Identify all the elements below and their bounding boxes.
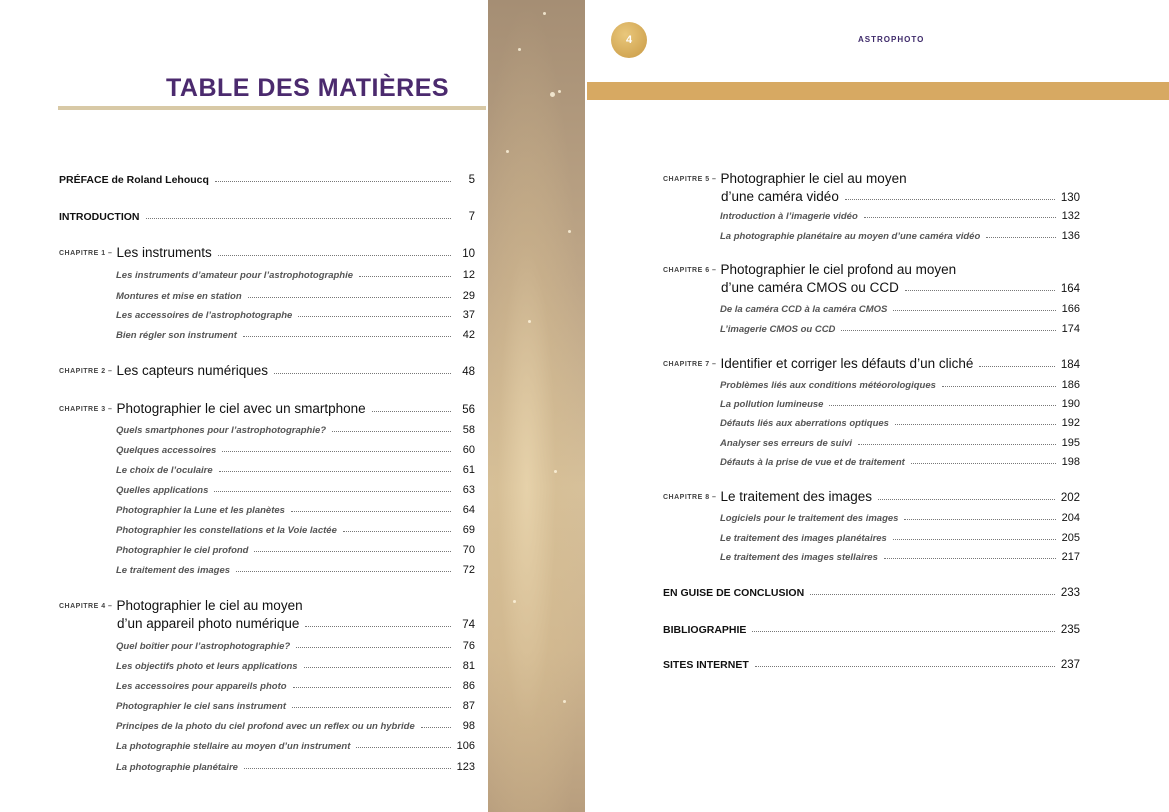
- running-head: ASTROPHOTO: [858, 35, 925, 44]
- chapter-number: CHAPITRE 7 –: [663, 361, 717, 368]
- toc-chapter-1[interactable]: [59, 242, 475, 260]
- leader-dots: [905, 290, 1055, 291]
- toc-page: 195: [1061, 437, 1080, 449]
- leader-dots: [893, 310, 1055, 311]
- chapter-title-continued: d’une caméra CMOS ou CCD: [721, 280, 899, 295]
- chapter-title: Photographier le ciel au moyen: [116, 598, 303, 613]
- toc-label: Montures et mise en station: [116, 291, 242, 302]
- leader-dots: [274, 373, 451, 374]
- leader-dots: [359, 276, 451, 277]
- chapter-number: CHAPITRE 6 –: [663, 267, 717, 274]
- toc-subentry[interactable]: [116, 498, 475, 516]
- toc-subentry[interactable]: [720, 224, 1080, 242]
- leader-dots: [979, 366, 1054, 367]
- star-speck: [543, 12, 546, 15]
- toc-page: 72: [462, 564, 475, 576]
- star-speck: [568, 230, 571, 233]
- title-underline: [58, 106, 486, 110]
- toc-label: Les objectifs photo et leurs applications: [116, 661, 298, 672]
- toc-label: Quelles applications: [116, 485, 209, 496]
- toc-label: Analyser ses erreurs de suivi: [720, 438, 853, 449]
- leader-dots: [243, 336, 451, 337]
- toc-page: 60: [462, 444, 475, 456]
- chapter-title: Les capteurs numériques: [116, 363, 269, 378]
- toc-subentry[interactable]: [720, 373, 1080, 391]
- toc-page: 130: [1060, 192, 1080, 204]
- leader-dots: [864, 217, 1056, 218]
- chapter-title: Les instruments: [116, 245, 212, 260]
- leader-dots: [293, 687, 451, 688]
- leader-dots: [304, 667, 451, 668]
- leader-dots: [296, 647, 451, 648]
- star-speck: [518, 48, 521, 51]
- toc-page: 76: [462, 640, 475, 652]
- leader-dots: [343, 531, 451, 532]
- toc-subentry[interactable]: [116, 263, 475, 281]
- toc-subentry[interactable]: [116, 654, 475, 672]
- leader-dots: [214, 491, 451, 492]
- toc-label: Les accessoires de l’astrophotographe: [116, 310, 293, 321]
- chapter-number: CHAPITRE 4 –: [59, 603, 113, 610]
- leader-dots: [752, 631, 1054, 632]
- toc-page: 190: [1061, 398, 1080, 410]
- toc-subentry[interactable]: [720, 450, 1080, 468]
- toc-subentry[interactable]: [720, 411, 1080, 429]
- leader-dots: [218, 255, 451, 256]
- toc-label: Défauts à la prise de vue et de traitement: [720, 457, 905, 468]
- toc-entry-bibliographie[interactable]: [663, 618, 1080, 636]
- toc-page: 106: [456, 740, 475, 752]
- leader-dots: [219, 471, 451, 472]
- toc-subentry[interactable]: [116, 323, 475, 341]
- toc-page: 235: [1060, 624, 1080, 636]
- toc-entry-introduction[interactable]: [59, 205, 475, 223]
- leader-dots: [858, 444, 1056, 445]
- leader-dots: [146, 218, 452, 219]
- leader-dots: [236, 571, 451, 572]
- toc-page: 233: [1060, 587, 1080, 599]
- toc-label: SITES INTERNET: [663, 659, 749, 671]
- chapter-number: CHAPITRE 3 –: [59, 406, 113, 413]
- toc-subentry[interactable]: [116, 418, 475, 436]
- toc-subentry[interactable]: [116, 538, 475, 556]
- toc-page: 7: [468, 211, 475, 223]
- toc-subentry[interactable]: [116, 714, 475, 732]
- chapter-title: Le traitement des images: [720, 489, 873, 504]
- toc-label: Principes de la photo du ciel profond avec un reflex ou un hybride: [116, 721, 415, 732]
- leader-dots: [911, 463, 1056, 464]
- star-speck: [528, 320, 531, 323]
- leader-dots: [878, 499, 1055, 500]
- toc-subentry[interactable]: [116, 734, 475, 752]
- toc-label: Photographier le ciel profond: [116, 545, 249, 556]
- leader-dots: [298, 316, 451, 317]
- leader-dots: [215, 181, 451, 182]
- toc-label: Quels smartphones pour l’astrophotographie?: [116, 425, 327, 436]
- leader-dots: [305, 626, 451, 627]
- decorative-gold-band: [587, 82, 1169, 100]
- toc-page: 205: [1061, 532, 1080, 544]
- toc-label: Introduction à l’imagerie vidéo: [720, 211, 858, 222]
- leader-dots: [248, 297, 451, 298]
- leader-dots: [895, 424, 1056, 425]
- chapter-title: Photographier le ciel avec un smartphone: [116, 401, 366, 416]
- spine-starfield-image: [488, 0, 585, 812]
- toc-subentry[interactable]: [116, 518, 475, 536]
- leader-dots: [291, 511, 451, 512]
- toc-page: 56: [462, 404, 475, 416]
- toc-page: 74: [462, 619, 475, 631]
- toc-page: 186: [1061, 379, 1080, 391]
- toc-page: 198: [1061, 456, 1080, 468]
- toc-label: Le traitement des images stellaires: [720, 552, 878, 563]
- toc-page: 37: [462, 309, 475, 321]
- toc-page: 164: [1060, 283, 1080, 295]
- toc-label: Le traitement des images planétaires: [720, 533, 887, 544]
- toc-label: La pollution lumineuse: [720, 399, 824, 410]
- star-speck: [554, 470, 557, 473]
- toc-chapter-7[interactable]: [663, 353, 1080, 371]
- toc-page: 204: [1061, 512, 1080, 524]
- leader-dots: [893, 539, 1056, 540]
- toc-subentry[interactable]: [720, 392, 1080, 410]
- leader-dots: [841, 330, 1055, 331]
- left-page: [0, 0, 488, 812]
- toc-subentry[interactable]: [116, 755, 475, 773]
- toc-entry-sites-internet[interactable]: [663, 653, 1080, 671]
- toc-label: Photographier la Lune et les planètes: [116, 505, 285, 516]
- toc-chapter-6-line1[interactable]: [663, 259, 956, 277]
- toc-subentry[interactable]: [116, 558, 475, 576]
- toc-page: 237: [1060, 659, 1080, 671]
- toc-page: 61: [462, 464, 475, 476]
- leader-dots: [332, 431, 451, 432]
- toc-page: 63: [462, 484, 475, 496]
- toc-label: Les accessoires pour appareils photo: [116, 681, 287, 692]
- toc-label: Le choix de l’oculaire: [116, 465, 213, 476]
- star-speck: [550, 92, 555, 97]
- toc-chapter-8[interactable]: [663, 486, 1080, 504]
- toc-subentry[interactable]: [720, 431, 1080, 449]
- toc-label: Les instruments d’amateur pour l’astrophotographie: [116, 270, 354, 281]
- toc-subentry[interactable]: [116, 438, 475, 456]
- toc-label: Bien régler son instrument: [116, 330, 237, 341]
- chapter-title: Photographier le ciel au moyen: [720, 171, 907, 186]
- leader-dots: [421, 727, 451, 728]
- leader-dots: [222, 451, 451, 452]
- chapter-number: CHAPITRE 1 –: [59, 250, 113, 257]
- leader-dots: [986, 237, 1055, 238]
- toc-subentry[interactable]: [720, 297, 1080, 315]
- toc-subentry[interactable]: [116, 303, 475, 321]
- leader-dots: [904, 519, 1055, 520]
- toc-page: 48: [462, 366, 475, 378]
- toc-subentry[interactable]: [720, 545, 1080, 563]
- toc-subentry[interactable]: [116, 458, 475, 476]
- leader-dots: [244, 768, 451, 769]
- toc-chapter-2[interactable]: [59, 360, 475, 378]
- toc-page: 58: [462, 424, 475, 436]
- toc-subentry[interactable]: [116, 478, 475, 496]
- toc-page: 184: [1060, 359, 1080, 371]
- chapter-title: Identifier et corriger les défauts d’un cliché: [720, 356, 974, 371]
- leader-dots: [884, 558, 1056, 559]
- star-speck: [558, 90, 561, 93]
- toc-label: Photographier le ciel sans instrument: [116, 701, 286, 712]
- toc-subentry[interactable]: [116, 634, 475, 652]
- toc-page: 87: [462, 700, 475, 712]
- toc-label: Quelques accessoires: [116, 445, 217, 456]
- leader-dots: [254, 551, 451, 552]
- toc-label: EN GUISE DE CONCLUSION: [663, 587, 805, 599]
- toc-label: De la caméra CCD à la caméra CMOS: [720, 304, 888, 315]
- toc-page: 12: [462, 269, 475, 281]
- toc-page: 202: [1060, 492, 1080, 504]
- toc-chapter-6-line2[interactable]: [721, 277, 1080, 295]
- toc-chapter-5-line2[interactable]: [721, 186, 1080, 204]
- toc-label: BIBLIOGRAPHIE: [663, 624, 747, 636]
- star-speck: [563, 700, 566, 703]
- chapter-title-continued: d’un appareil photo numérique: [117, 616, 300, 631]
- toc-page: 81: [462, 660, 475, 672]
- toc-page: 29: [462, 290, 475, 302]
- toc-subentry[interactable]: [720, 204, 1080, 222]
- star-speck: [506, 150, 509, 153]
- leader-dots: [372, 411, 451, 412]
- toc-label: La photographie planétaire: [116, 762, 238, 773]
- toc-chapter-5-line1[interactable]: [663, 168, 907, 186]
- toc-label: La photographie stellaire au moyen d’un instrument: [116, 741, 351, 752]
- toc-entry-preface[interactable]: [59, 168, 475, 186]
- toc-chapter-4-line2[interactable]: [117, 613, 475, 631]
- toc-page: 132: [1061, 210, 1080, 222]
- chapter-title-continued: d’une caméra vidéo: [721, 189, 839, 204]
- toc-label: Quel boîtier pour l’astrophotographie?: [116, 641, 291, 652]
- toc-subentry[interactable]: [720, 317, 1080, 335]
- toc-page: 64: [462, 504, 475, 516]
- toc-page: 217: [1061, 551, 1080, 563]
- toc-label: Logiciels pour le traitement des images: [720, 513, 899, 524]
- toc-page: 70: [462, 544, 475, 556]
- toc-label: Le traitement des images: [116, 565, 231, 576]
- toc-page: 86: [462, 680, 475, 692]
- toc-page: 5: [468, 174, 475, 186]
- toc-page: 174: [1061, 323, 1080, 335]
- toc-label: PRÉFACE de Roland Lehoucq: [59, 174, 209, 186]
- toc-page: 98: [462, 720, 475, 732]
- toc-chapter-3[interactable]: [59, 398, 475, 416]
- toc-label: Défauts liés aux aberrations optiques: [720, 418, 889, 429]
- toc-page: 69: [462, 524, 475, 536]
- chapter-title: Photographier le ciel profond au moyen: [720, 262, 957, 277]
- leader-dots: [829, 405, 1055, 406]
- leader-dots: [845, 199, 1055, 200]
- toc-subentry[interactable]: [116, 694, 475, 712]
- toc-subentry[interactable]: [116, 284, 475, 302]
- page-number-badge: 4: [611, 22, 647, 58]
- chapter-number: CHAPITRE 5 –: [663, 176, 717, 183]
- chapter-number: CHAPITRE 2 –: [59, 368, 113, 375]
- toc-page: 192: [1061, 417, 1080, 429]
- toc-page: 10: [462, 248, 475, 260]
- toc-page: 136: [1061, 230, 1080, 242]
- page-title: TABLE DES MATIÈRES: [166, 74, 450, 102]
- leader-dots: [810, 594, 1055, 595]
- leader-dots: [755, 666, 1055, 667]
- toc-subentry[interactable]: [116, 674, 475, 692]
- toc-subentry[interactable]: [720, 506, 1080, 524]
- toc-page: 123: [456, 761, 475, 773]
- toc-subentry[interactable]: [720, 526, 1080, 544]
- star-speck: [513, 600, 516, 603]
- toc-page: 166: [1061, 303, 1080, 315]
- toc-entry-conclusion[interactable]: [663, 581, 1080, 599]
- toc-label: L’imagerie CMOS ou CCD: [720, 324, 836, 335]
- toc-page: 42: [462, 329, 475, 341]
- toc-label: INTRODUCTION: [59, 211, 140, 223]
- leader-dots: [942, 386, 1056, 387]
- toc-label: Problèmes liés aux conditions météorologiques: [720, 380, 936, 391]
- toc-label: La photographie planétaire au moyen d’une caméra vidéo: [720, 231, 981, 242]
- toc-label: Photographier les constellations et la Voie lactée: [116, 525, 337, 536]
- leader-dots: [292, 707, 451, 708]
- leader-dots: [356, 747, 450, 748]
- chapter-number: CHAPITRE 8 –: [663, 494, 717, 501]
- toc-chapter-4-line1[interactable]: [59, 595, 303, 613]
